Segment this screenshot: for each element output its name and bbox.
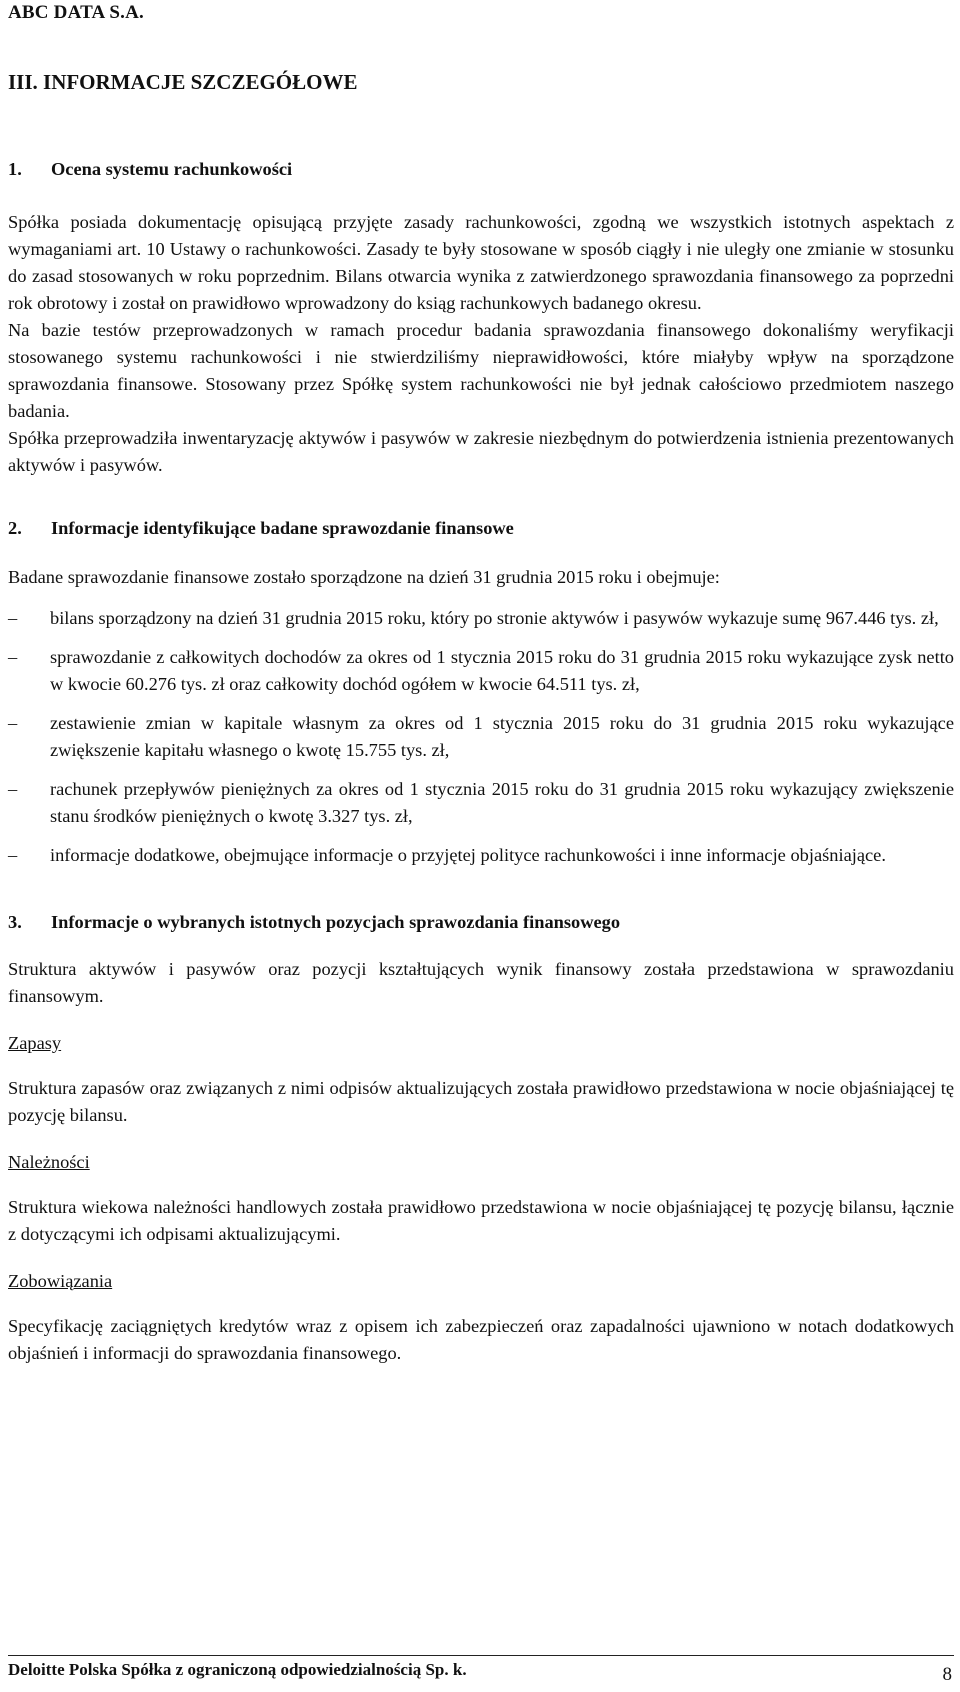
section-1-paragraph: Spółka posiada dokumentację opisującą przyjęte zasady rachunkowości, zgodną we wszystkich istotnych aspektach z wymaganiami art. 10 Ustawy o rachunkowości. Zasady te były stosowane w sposób ciągły i nie uległy one zmianie w stosunku do zasad stosowanych w roku poprzednim. Bilans otwarcia wynika z zatwierdzonego sprawozdania finansowego za poprzedni rok obrotowy i został on prawidłowo wprowadzony do ksiąg rachunkowych badanego okresu.: [8, 212, 954, 313]
section-1-paragraph: Spółka przeprowadziła inwentaryzację aktywów i pasywów w zakresie niezbędnym do potwierdzenia istnienia prezentowanych aktywów i pasywów.: [8, 428, 954, 475]
list-item: [8, 644, 954, 698]
statement-components-list: [8, 605, 954, 869]
company-name: ABC DATA S.A.: [8, 2, 144, 23]
subsection-heading-zapasy: Zapasy: [8, 1033, 62, 1053]
dash-bullet: –: [8, 647, 18, 667]
subsection-heading-zobowiazania: Zobowiązania: [8, 1271, 113, 1291]
section-3-heading: [8, 909, 954, 936]
list-item: [8, 776, 954, 830]
section-title: III. INFORMACJE SZCZEGÓŁOWE: [8, 70, 358, 94]
list-item: [8, 842, 954, 869]
section-2-number: 2.: [8, 518, 22, 538]
list-item-text: rachunek przepływów pieniężnych za okres od 1 stycznia 2015 roku do 31 grudnia 2015 roku wykazujący zwiększenie stanu środków pieniężnych o kwotę 3.327 tys. zł,: [50, 779, 954, 826]
section-1-paragraph: Na bazie testów przeprowadzonych w ramach procedur badania sprawozdania finansowego dokonaliśmy weryfikacji stosowanego systemu rachunkowości i nie stwierdziliśmy nieprawidłowości, które miałyby wpływ na sporządzone sprawozdania finansowe. Stosowany przez Spółkę system rachunkowości nie był jednak całościowo przedmiotem naszego badania.: [8, 320, 954, 421]
dash-bullet: –: [8, 845, 18, 865]
section-3-title: Informacje o wybranych istotnych pozycjach sprawozdania finansowego: [51, 912, 621, 932]
list-item-text: sprawozdanie z całkowitych dochodów za okres od 1 stycznia 2015 roku do 31 grudnia 2015 roku wykazujące zysk netto w kwocie 60.276 tys. zł oraz całkowity dochód ogółem w kwocie 64.511 tys. zł,: [50, 647, 954, 694]
list-item-text: zestawienie zmian w kapitale własnym za okres od 1 stycznia 2015 roku do 31 grudnia 2015 roku wykazujące zwiększenie kapitału własnego o kwotę 15.755 tys. zł,: [50, 713, 954, 760]
subsection-text-naleznosci: Struktura wiekowa należności handlowych została prawidłowo przedstawiona w nocie objaśniającej tę pozycję bilansu, łącznie z dotyczącymi ich odpisami aktualizującymi.: [8, 1197, 954, 1244]
page-number: 8: [942, 1664, 952, 1685]
document-body: [8, 156, 954, 1367]
section-2-title: Informacje identyfikujące badane sprawozdanie finansowe: [51, 518, 514, 538]
list-item-text: bilans sporządzony na dzień 31 grudnia 2015 roku, który po stronie aktywów i pasywów wykazuje sumę 967.446 tys. zł,: [50, 608, 939, 628]
section-1-title: Ocena systemu rachunkowości: [51, 159, 293, 179]
subsection-text-zobowiazania: Specyfikację zaciągniętych kredytów wraz z opisem ich zabezpieczeń oraz zapadalności ujawniono w notach dodatkowych objaśnień i informacji do sprawozdania finansowego.: [8, 1316, 954, 1363]
dash-bullet: –: [8, 608, 18, 628]
footer-divider: [8, 1655, 954, 1656]
list-item: [8, 605, 954, 632]
list-item-text: informacje dodatkowe, obejmujące informacje o przyjętej polityce rachunkowości i inne informacje objaśniające.: [50, 845, 886, 865]
section-1-number: 1.: [8, 159, 22, 179]
dash-bullet: –: [8, 779, 18, 799]
subsection-heading-naleznosci: Należności: [8, 1152, 90, 1172]
subsection-text-zapasy: Struktura zapasów oraz związanych z nimi odpisów aktualizujących została prawidłowo przedstawiona w nocie objaśniającej tę pozycję bilansu.: [8, 1078, 954, 1125]
dash-bullet: –: [8, 713, 18, 733]
section-1-heading: [8, 156, 954, 183]
list-item: [8, 710, 954, 764]
section-3-number: 3.: [8, 912, 22, 932]
section-3-intro: Struktura aktywów i pasywów oraz pozycji kształtujących wynik finansowy została przedstawiona w sprawozdaniu finansowym.: [8, 959, 954, 1006]
section-2-intro: Badane sprawozdanie finansowe zostało sporządzone na dzień 31 grudnia 2015 roku i obejmuje:: [8, 567, 720, 587]
section-2-heading: [8, 515, 954, 542]
footer-auditor-name: Deloitte Polska Spółka z ograniczoną odpowiedzialnością Sp. k.: [8, 1660, 467, 1679]
